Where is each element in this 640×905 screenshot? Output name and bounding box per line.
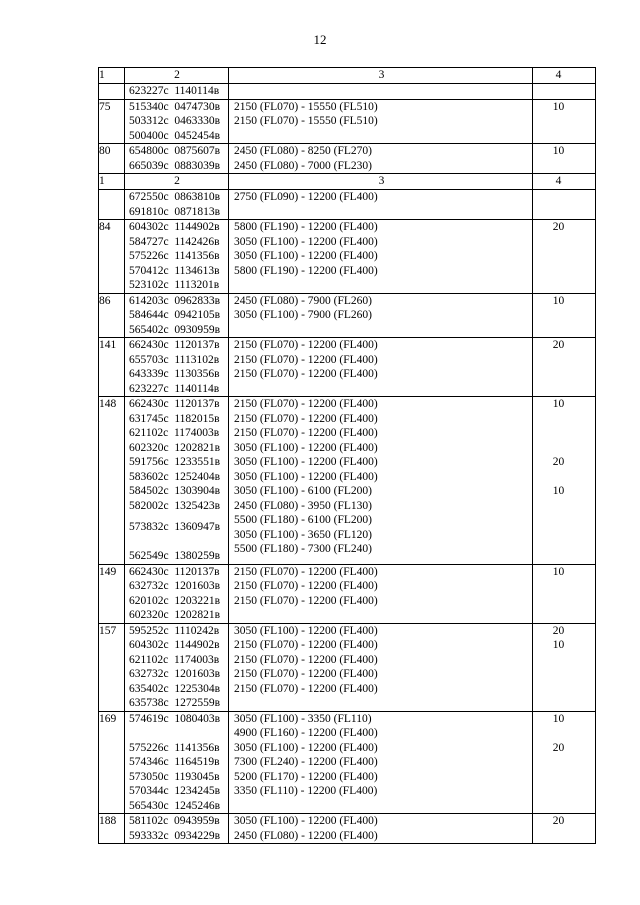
coordinate-line [129,470,225,485]
altitude-range: 5200 (FL170) - 12200 (FL400) [234,770,378,783]
altitude-range: 2150 (FL070) - 12200 (FL400) [234,412,378,425]
width-cell [533,338,596,397]
width-value: 10 [552,485,565,497]
latitude: 643339с [129,368,169,380]
row-number-cell [99,144,125,174]
table-row [99,397,596,565]
row-number: 169 [99,712,117,725]
row-number-cell [99,711,125,814]
coordinates-cell [125,397,229,565]
altitude-range: 5800 (FL190) - 12200 (FL400) [234,221,378,233]
altitude-range: 3050 (FL100) - 12200 (FL400) [234,624,378,637]
latitude: 604302с [129,221,169,233]
width-value: 20 [552,741,565,754]
longitude: 1233551в [174,456,221,468]
coordinate-line [129,367,225,382]
row-number: 157 [99,624,117,637]
row-number: 188 [99,815,117,827]
longitude: 0863810в [174,191,221,203]
coordinate-line [129,220,225,235]
latitude: 665039с [129,159,169,172]
latitude: 565402с [129,323,169,336]
latitude: 602320с [129,609,169,621]
width-cell [533,564,596,623]
coordinates-cell [125,564,229,623]
latitude: 593332с [129,829,169,842]
longitude: 1142426в [174,235,220,248]
row-number: 80 [99,145,111,157]
altitude-range-cell [229,84,533,100]
table-row [99,814,596,844]
latitude: 584727с [129,235,169,248]
latitude: 584644с [129,309,169,321]
latitude: 620102с [129,594,169,607]
coordinates-cell [125,623,229,711]
row-number-cell [99,220,125,294]
longitude: 1113102в [174,353,220,366]
coordinate-line [129,412,225,427]
header-cell: 4 [533,68,596,84]
altitude-range: 3050 (FL100) - 12200 (FL400) [234,250,378,262]
longitude: 1144902в [174,221,220,233]
longitude: 1203221в [174,594,221,607]
altitude-range: 2150 (FL070) - 12200 (FL400) [234,639,378,651]
header-cell: 4 [533,174,596,190]
coordinate-line [129,741,225,756]
row-number: 86 [99,294,111,307]
latitude: 500400с [129,129,169,142]
longitude: 1141356в [174,250,220,262]
coordinates-cell [125,84,229,100]
longitude: 0875607в [174,145,221,157]
altitude-range: 2150 (FL070) - 12200 (FL400) [234,368,378,380]
width-cell [533,144,596,174]
longitude: 0871813в [174,205,221,218]
coordinate-line [129,579,225,594]
altitude-range: 5500 (FL180) - 7300 (FL240) [234,543,372,555]
altitude-range: 3350 (FL110) - 12200 (FL400) [234,785,378,797]
coordinate-line [129,624,225,639]
table-row [99,220,596,294]
latitude: 570412с [129,264,169,277]
coordinates-cell [125,711,229,814]
latitude: 570344с [129,785,169,797]
row-number-cell [99,293,125,338]
blank-line [129,513,225,520]
altitude-range: 2150 (FL070) - 12200 (FL400) [234,398,378,410]
altitude-range-cell [229,397,533,565]
altitude-range: 2450 (FL080) - 8250 (FL270) [234,145,372,157]
altitude-range: 3050 (FL100) - 12200 (FL400) [234,441,378,454]
width-value: 10 [552,145,565,157]
altitude-range: 2450 (FL080) - 3950 (FL130) [234,499,372,512]
width-cell [533,711,596,814]
width-value: 10 [552,398,565,410]
altitude-range-cell [229,99,533,144]
altitude-range: 4900 (FL160) - 12200 (FL400) [234,727,378,739]
longitude: 1360947в [174,521,221,533]
longitude: 1140114в [174,85,220,97]
page-number: 12 [313,32,327,47]
coordinate-line [129,594,225,609]
longitude: 1380259в [174,550,221,562]
coordinate-line [129,799,225,814]
coordinate-line [129,653,225,668]
altitude-range-cell [229,711,533,814]
longitude: 1080403в [174,712,221,725]
row-number-cell [99,99,125,144]
coordinates-cell [125,99,229,144]
blank-line [129,726,225,741]
altitude-range: 3050 (FL100) - 12200 (FL400) [234,470,378,483]
longitude: 1202821в [174,609,221,621]
coordinates-cell [125,220,229,294]
latitude: 583602с [129,470,169,483]
longitude: 1174003в [173,653,220,666]
coordinate-line [129,426,225,441]
row-number: 141 [99,339,117,351]
blank-line [536,726,581,741]
latitude: 575226с [129,250,169,262]
altitude-range: 2150 (FL070) - 12200 (FL400) [234,565,378,578]
width-value: 20 [552,456,565,468]
coordinate-line [129,338,225,353]
coordinate-line [129,278,225,293]
width-cell [533,220,596,294]
coordinate-line [129,397,225,412]
longitude: 0962833в [174,294,221,307]
altitude-range-cell [229,144,533,174]
altitude-range: 2750 (FL090) - 12200 (FL400) [234,191,378,203]
latitude: 591756с [129,456,169,468]
latitude: 515340с [129,100,169,113]
coordinate-line [129,784,225,799]
coordinate-line [129,549,225,564]
row-number [99,190,121,205]
row-number: 84 [99,221,111,233]
longitude: 1174003в [173,427,220,439]
latitude: 565430с [129,799,169,812]
altitude-range: 3050 (FL100) - 12200 (FL400) [234,741,378,754]
row-number-cell [99,623,125,711]
latitude: 621102с [129,427,169,439]
width-cell [533,99,596,144]
coordinate-line [129,308,225,323]
longitude: 1120137в [174,339,220,351]
longitude: 1144902в [174,639,220,651]
latitude: 604302с [129,639,169,651]
altitude-range-cell [229,220,533,294]
latitude: 672550с [129,191,169,203]
altitude-range-cell [229,293,533,338]
latitude: 655703с [129,353,169,366]
latitude: 503312с [129,115,169,127]
latitude: 632732с [129,580,169,592]
longitude: 1245246в [174,799,221,812]
longitude: 0883039в [174,159,221,172]
route-table [98,67,596,844]
latitude: 623227с [129,382,169,395]
latitude: 575226с [129,741,169,754]
width-cell [533,84,596,100]
altitude-range: 3050 (FL100) - 12200 (FL400) [234,456,378,468]
coordinate-line [129,712,225,727]
altitude-range: 2150 (FL070) - 12200 (FL400) [234,668,378,680]
table-row [99,84,596,100]
longitude: 1193045в [174,770,220,783]
altitude-range-cell [229,814,533,844]
row-number: 75 [99,100,111,113]
coordinate-line [129,565,225,580]
width-cell [533,814,596,844]
latitude: 562549с [129,550,169,562]
latitude: 623227с [129,85,169,97]
width-value: 10 [552,639,565,651]
altitude-range-cell [229,190,533,220]
coordinate-line [129,455,225,470]
width-value: 10 [552,100,565,113]
altitude-range: 2150 (FL070) - 12200 (FL400) [234,653,378,666]
coordinate-line [129,770,225,785]
coordinate-line [129,323,225,338]
latitude: 573832с [129,521,169,533]
latitude: 662430с [129,565,169,578]
altitude-range: 2450 (FL080) - 12200 (FL400) [234,829,378,842]
coordinates-cell [125,293,229,338]
coordinate-line [129,682,225,697]
width-value: 10 [552,565,565,578]
latitude: 574619с [129,712,169,725]
latitude: 523102с [129,279,169,291]
longitude: 0934229в [174,829,221,842]
longitude: 1140114в [174,382,220,395]
coordinate-line [129,353,225,368]
coordinate-line [129,638,225,653]
latitude: 614203с [129,294,169,307]
altitude-range: 2150 (FL070) - 12200 (FL400) [234,339,378,351]
altitude-range: 2150 (FL070) - 12200 (FL400) [234,594,378,607]
latitude: 582002с [129,499,169,512]
row-number-cell [99,190,125,220]
row-number-cell [99,564,125,623]
coordinate-line [129,696,225,711]
row-number-cell [99,84,125,100]
altitude-range-cell [229,623,533,711]
table-row [99,144,596,174]
table-row [99,623,596,711]
header-cell: 2 [125,68,229,84]
latitude: 635402с [129,682,169,695]
altitude-range-cell [229,338,533,397]
longitude: 1134613в [174,264,220,277]
altitude-range-cell [229,564,533,623]
altitude-range: 7300 (FL240) - 12200 (FL400) [234,756,378,768]
coordinate-line [129,814,225,829]
coordinates-cell [125,190,229,220]
width-value: 20 [552,624,565,637]
coordinate-line [129,249,225,264]
header-row [99,174,596,190]
longitude: 1225304в [174,682,221,695]
longitude: 1113201в [174,279,220,291]
coordinate-line [129,190,225,205]
width-value: 10 [552,712,565,725]
latitude: 635738с [129,697,169,709]
coordinate-line [129,264,225,279]
longitude: 1120137в [174,398,220,410]
row-number-cell [99,338,125,397]
coordinate-line [129,667,225,682]
row-number: 148 [99,398,117,410]
coordinates-cell [125,814,229,844]
coordinate-line [129,829,225,844]
row-number [99,84,121,99]
longitude: 1164519в [174,756,220,768]
altitude-range: 5800 (FL190) - 12200 (FL400) [234,264,378,277]
longitude: 1252404в [174,470,221,483]
width-value: 20 [552,815,565,827]
table-row [99,338,596,397]
longitude: 1325423в [174,499,221,512]
altitude-range: 3050 (FL100) - 7900 (FL260) [234,309,372,321]
latitude: 573050с [129,770,169,783]
coordinate-line [129,114,225,129]
coordinates-cell [125,144,229,174]
longitude: 1110242в [174,624,220,637]
altitude-range: 2150 (FL070) - 15550 (FL510) [234,115,378,127]
longitude: 0943959в [173,815,220,827]
longitude: 1201603в [174,580,221,592]
coordinates-cell [125,338,229,397]
header-cell: 1 [99,174,125,190]
altitude-range: 2150 (FL070) - 12200 (FL400) [234,580,378,592]
blank-line [536,441,581,456]
altitude-range: 5500 (FL180) - 6100 (FL200) [234,514,372,526]
longitude: 1141356в [174,741,220,754]
longitude: 1303904в [174,485,221,497]
longitude: 1234245в [174,785,221,797]
altitude-range: 2150 (FL070) - 12200 (FL400) [234,682,378,695]
width-cell [533,293,596,338]
coordinate-line [129,484,225,499]
latitude: 654800с [129,145,169,157]
table-row [99,564,596,623]
latitude: 662430с [129,398,169,410]
coordinate-line [129,441,225,456]
table-row [99,711,596,814]
altitude-range: 2150 (FL070) - 12200 (FL400) [234,353,378,366]
header-cell: 3 [229,174,533,190]
longitude: 1201603в [174,668,221,680]
coordinate-line [129,84,225,99]
latitude: 602320с [129,441,169,454]
width-value: 20 [552,221,565,233]
blank-line [536,412,581,427]
blank-line [536,470,581,485]
longitude: 0930959в [174,323,221,336]
blank-line [129,535,225,550]
longitude: 0942105в [174,309,221,321]
longitude: 1182015в [174,412,220,425]
longitude: 0463330в [174,115,221,127]
width-value: 10 [552,294,565,307]
latitude: 574346с [129,756,169,768]
longitude: 0452454в [174,129,221,142]
table-row [99,190,596,220]
header-cell: 2 [125,174,229,190]
altitude-range: 2150 (FL070) - 15550 (FL510) [234,100,378,113]
altitude-range: 3050 (FL100) - 12200 (FL400) [234,235,378,248]
altitude-range: 2450 (FL080) - 7900 (FL260) [234,294,372,307]
blank-line [536,426,581,441]
altitude-range: 3050 (FL100) - 12200 (FL400) [234,815,378,827]
width-cell [533,190,596,220]
row-number: 149 [99,565,117,578]
table-row [99,293,596,338]
altitude-range: 3050 (FL100) - 3650 (FL120) [234,528,372,541]
latitude: 581102с [129,815,169,827]
width-cell [533,397,596,565]
longitude: 1272559в [174,697,221,709]
latitude: 595252с [129,624,169,637]
latitude: 631745с [129,412,169,425]
coordinate-line [129,499,225,514]
coordinate-line [129,144,225,159]
latitude: 632732с [129,668,169,680]
coordinate-line [129,100,225,115]
coordinate-line [129,235,225,250]
coordinate-line [129,205,225,220]
header-cell: 1 [99,68,125,84]
coordinate-line [129,294,225,309]
longitude: 1120137в [174,565,220,578]
width-cell [533,623,596,711]
altitude-range: 3050 (FL100) - 6100 (FL200) [234,485,372,497]
altitude-range: 2150 (FL070) - 12200 (FL400) [234,427,378,439]
width-value: 20 [552,339,565,351]
row-number-cell [99,814,125,844]
longitude: 1130356в [174,368,220,380]
coordinate-line [129,129,225,144]
coordinate-line [129,755,225,770]
coordinate-line [129,608,225,623]
header-cell: 3 [229,68,533,84]
table-row [99,99,596,144]
row-number-cell [99,397,125,565]
header-row [99,68,596,84]
coordinate-line [129,520,225,535]
altitude-range: 2450 (FL080) - 7000 (FL230) [234,159,372,172]
coordinate-line [129,382,225,397]
latitude: 584502с [129,485,169,497]
latitude: 621102с [129,653,169,666]
longitude: 1202821в [174,441,221,454]
altitude-range: 3050 (FL100) - 3350 (FL110) [234,712,372,725]
latitude: 662430с [129,339,169,351]
latitude: 691810с [129,205,169,218]
coordinate-line [129,159,225,174]
longitude: 0474730в [174,100,221,113]
